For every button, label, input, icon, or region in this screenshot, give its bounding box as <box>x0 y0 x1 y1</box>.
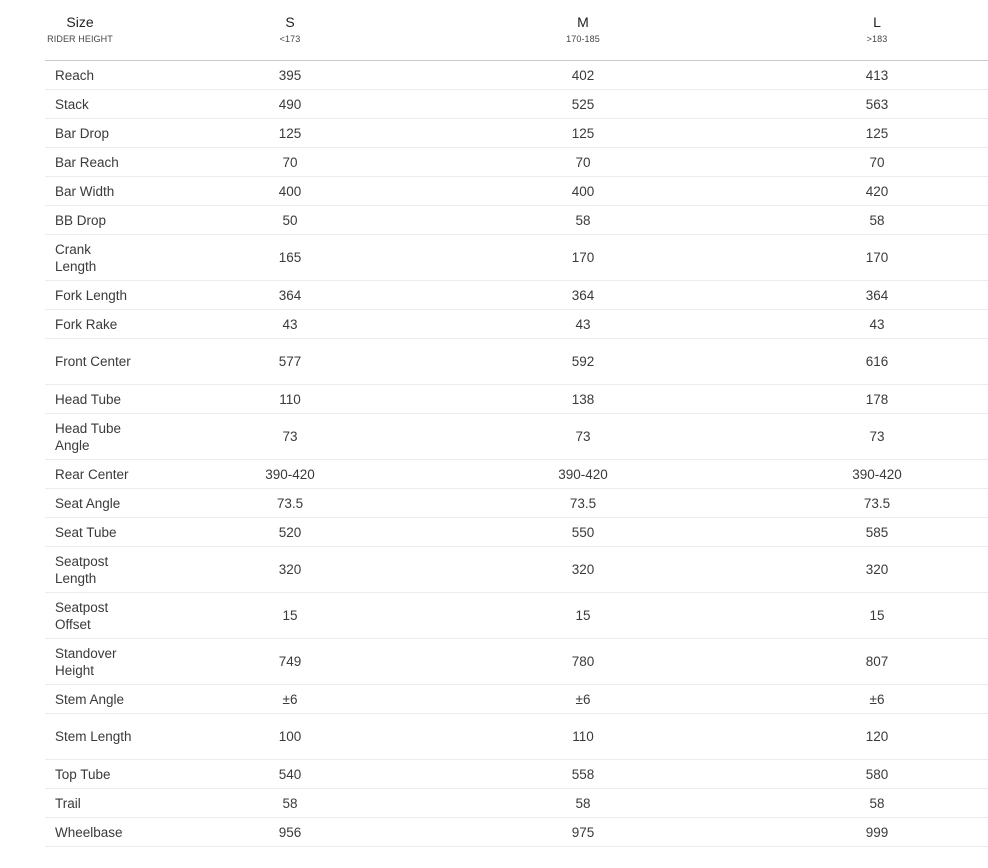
size-header-cell <box>45 13 115 44</box>
value-s: 364 <box>278 287 302 303</box>
value-m: 402 <box>571 67 595 83</box>
size-height: <173 <box>279 34 301 44</box>
table-body <box>45 61 988 847</box>
row-label: Reach <box>55 67 95 83</box>
value-m: 364 <box>571 287 595 303</box>
value-m: 138 <box>571 391 595 407</box>
value-m: 975 <box>571 824 595 840</box>
size-column-m <box>508 13 658 44</box>
value-m: 390-420 <box>558 466 608 482</box>
value-l: 580 <box>865 766 889 782</box>
value-l: 420 <box>865 183 889 199</box>
value-s: 395 <box>278 67 302 83</box>
value-s: 73.5 <box>276 495 304 511</box>
value-m: 592 <box>571 354 595 369</box>
value-l: 43 <box>869 316 885 332</box>
table-row <box>45 593 988 639</box>
size-label: Size <box>66 14 94 30</box>
table-row <box>45 61 988 90</box>
table-row <box>45 385 988 414</box>
value-s: 749 <box>278 654 302 669</box>
row-label: Crank Length <box>55 241 97 274</box>
row-label: Stem Length <box>55 729 132 744</box>
table-row <box>45 818 988 847</box>
value-s: 125 <box>278 125 302 141</box>
table-row <box>45 310 988 339</box>
value-m: 58 <box>575 795 591 811</box>
value-l: 70 <box>869 154 885 170</box>
geometry-table <box>45 0 988 847</box>
value-m: 780 <box>571 654 595 669</box>
value-m: 43 <box>575 316 591 332</box>
size-height: >183 <box>866 34 888 44</box>
table-row <box>45 639 988 685</box>
value-l: 390-420 <box>852 466 902 482</box>
value-s: 73 <box>282 429 298 444</box>
table-row <box>45 90 988 119</box>
value-s: ±6 <box>282 691 298 707</box>
table-row <box>45 460 988 489</box>
rider-height-label: RIDER HEIGHT <box>47 34 113 44</box>
value-s: 390-420 <box>265 466 315 482</box>
value-l: 178 <box>865 391 889 407</box>
table-row <box>45 518 988 547</box>
row-label: Bar Reach <box>55 154 119 170</box>
value-l: 170 <box>865 250 889 265</box>
row-label: Seatpost Offset <box>55 599 109 632</box>
value-s: 50 <box>282 212 298 228</box>
row-label: Front Center <box>55 354 131 369</box>
value-l: 413 <box>865 67 889 83</box>
size-name: S <box>285 14 295 30</box>
value-l: 999 <box>865 824 889 840</box>
value-m: 110 <box>572 729 594 744</box>
size-column-l <box>802 13 952 44</box>
value-l: 807 <box>865 654 889 669</box>
value-l: 585 <box>865 524 889 540</box>
value-m: 70 <box>575 154 591 170</box>
table-row <box>45 148 988 177</box>
value-l: 364 <box>865 287 889 303</box>
table-row <box>45 119 988 148</box>
value-s: 43 <box>282 316 298 332</box>
value-l: 73.5 <box>863 495 891 511</box>
value-s: 58 <box>282 795 298 811</box>
value-m: 320 <box>571 562 595 577</box>
row-label: Head Tube <box>55 391 122 407</box>
table-row <box>45 414 988 460</box>
row-label: Stack <box>55 96 89 112</box>
table-row <box>45 206 988 235</box>
value-l: 320 <box>865 562 889 577</box>
table-row <box>45 547 988 593</box>
value-l: 616 <box>865 354 889 369</box>
value-s: 320 <box>278 562 302 577</box>
row-label: Trail <box>55 795 81 811</box>
table-row <box>45 235 988 281</box>
table-row <box>45 281 988 310</box>
value-m: 400 <box>571 183 595 199</box>
row-label: BB Drop <box>55 212 107 228</box>
value-l: 120 <box>865 729 889 744</box>
table-row <box>45 685 988 714</box>
value-m: 558 <box>571 766 595 782</box>
size-name: L <box>873 14 881 30</box>
value-m: 15 <box>575 608 591 623</box>
row-label: Fork Length <box>55 287 128 303</box>
value-m: 73.5 <box>569 495 597 511</box>
value-s: 165 <box>278 250 302 265</box>
value-s: 540 <box>278 766 302 782</box>
row-label: Wheelbase <box>55 824 123 840</box>
table-row <box>45 714 988 760</box>
size-column-s <box>215 13 365 44</box>
row-label: Top Tube <box>55 766 111 782</box>
value-s: 100 <box>278 729 302 744</box>
size-name: M <box>577 14 589 30</box>
table-row <box>45 760 988 789</box>
table-row <box>45 177 988 206</box>
value-m: 170 <box>571 250 595 265</box>
row-label: Seatpost Length <box>55 553 109 586</box>
value-l: 15 <box>869 608 885 623</box>
table-row <box>45 489 988 518</box>
value-l: 58 <box>869 795 885 811</box>
value-s: 577 <box>278 354 302 369</box>
row-label: Bar Drop <box>55 125 110 141</box>
table-row <box>45 339 988 385</box>
row-label: Bar Width <box>55 183 115 199</box>
value-s: 400 <box>278 183 302 199</box>
value-s: 110 <box>279 391 301 407</box>
value-m: 73 <box>575 429 591 444</box>
row-label: Standover Height <box>55 645 117 678</box>
value-l: 563 <box>865 96 889 112</box>
value-s: 956 <box>278 824 302 840</box>
value-l: ±6 <box>869 691 885 707</box>
value-l: 58 <box>869 212 885 228</box>
row-label: Head Tube Angle <box>55 420 122 453</box>
value-m: 525 <box>571 96 595 112</box>
table-row <box>45 789 988 818</box>
row-label: Fork Rake <box>55 316 118 332</box>
value-s: 490 <box>278 96 302 112</box>
value-m: 125 <box>571 125 595 141</box>
table-header <box>45 0 988 61</box>
value-m: ±6 <box>575 691 591 707</box>
value-s: 15 <box>282 608 298 623</box>
row-label: Seat Angle <box>55 495 121 511</box>
value-l: 125 <box>865 125 889 141</box>
row-label: Rear Center <box>55 466 129 482</box>
value-m: 550 <box>571 524 595 540</box>
row-label: Stem Angle <box>55 691 125 707</box>
value-m: 58 <box>575 212 591 228</box>
value-s: 520 <box>278 524 302 540</box>
row-label: Seat Tube <box>55 524 117 540</box>
value-s: 70 <box>282 154 298 170</box>
size-height: 170-185 <box>566 34 600 44</box>
value-l: 73 <box>869 429 885 444</box>
